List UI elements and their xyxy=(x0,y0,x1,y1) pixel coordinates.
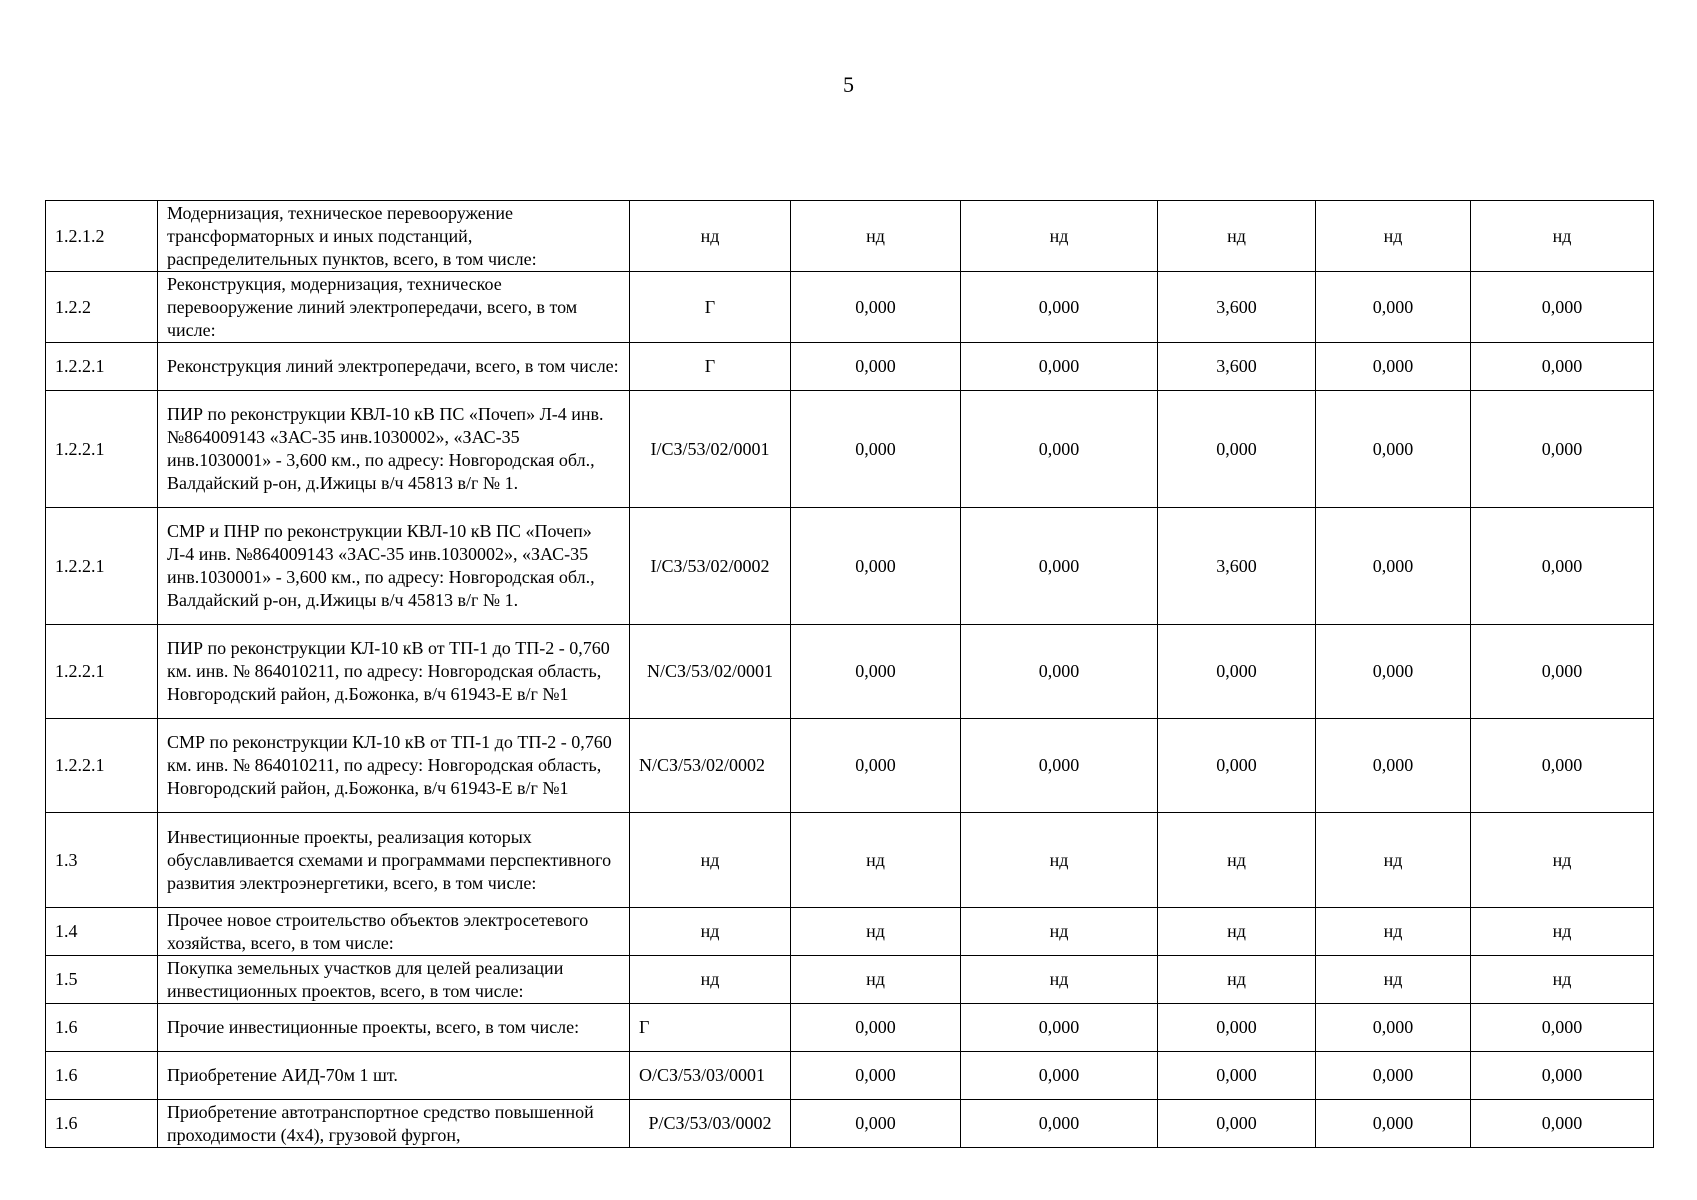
row-value-3: 0,000 xyxy=(1158,1004,1316,1052)
row-value-5: 0,000 xyxy=(1471,1004,1654,1052)
row-value-1: 0,000 xyxy=(791,1004,961,1052)
row-value-1: 0,000 xyxy=(791,1052,961,1100)
table-row xyxy=(46,343,1654,391)
row-value-5: нд xyxy=(1471,956,1654,1004)
row-value-5: 0,000 xyxy=(1471,1052,1654,1100)
row-value-4: 0,000 xyxy=(1316,508,1471,625)
row-value-3: 0,000 xyxy=(1158,719,1316,813)
row-value-4: 0,000 xyxy=(1316,1004,1471,1052)
row-value-3: нд xyxy=(1158,201,1316,272)
row-value-2: 0,000 xyxy=(961,719,1158,813)
table-row xyxy=(46,508,1654,625)
row-number: 1.6 xyxy=(46,1052,158,1100)
row-name: СМР по реконструкции КЛ-10 кВ от ТП-1 до ТП-2 - 0,760 км. инв. № 864010211, по адресу: Новгородская область, Новгородский район, д.Божонка, в/ч 61943-Е в/г №1 xyxy=(158,719,630,813)
row-value-4: 0,000 xyxy=(1316,625,1471,719)
row-value-5: 0,000 xyxy=(1471,1100,1654,1148)
row-code: I/СЗ/53/02/0001 xyxy=(630,391,791,508)
row-value-3: 3,600 xyxy=(1158,508,1316,625)
row-value-1: нд xyxy=(791,201,961,272)
row-value-2: 0,000 xyxy=(961,1052,1158,1100)
investment-program-table xyxy=(45,200,1654,1148)
table-row xyxy=(46,391,1654,508)
row-number: 1.6 xyxy=(46,1004,158,1052)
table-row xyxy=(46,908,1654,956)
row-value-3: 0,000 xyxy=(1158,391,1316,508)
row-number: 1.2.2.1 xyxy=(46,625,158,719)
row-value-1: 0,000 xyxy=(791,343,961,391)
row-code: Г xyxy=(630,272,791,343)
row-value-2: нд xyxy=(961,201,1158,272)
row-value-4: 0,000 xyxy=(1316,1100,1471,1148)
row-value-1: нд xyxy=(791,908,961,956)
row-name: Приобретение АИД-70м 1 шт. xyxy=(158,1052,630,1100)
row-number: 1.5 xyxy=(46,956,158,1004)
row-value-5: нд xyxy=(1471,201,1654,272)
row-value-1: 0,000 xyxy=(791,508,961,625)
row-value-2: нд xyxy=(961,908,1158,956)
row-value-5: 0,000 xyxy=(1471,343,1654,391)
row-value-1: 0,000 xyxy=(791,272,961,343)
row-number: 1.2.1.2 xyxy=(46,201,158,272)
row-code: нд xyxy=(630,908,791,956)
row-number: 1.2.2.1 xyxy=(46,719,158,813)
table-row xyxy=(46,201,1654,272)
row-number: 1.3 xyxy=(46,813,158,908)
row-value-2: 0,000 xyxy=(961,625,1158,719)
row-name: Модернизация, техническое перевооружение трансформаторных и иных подстанций, распределительных пунктов, всего, в том числе: xyxy=(158,201,630,272)
row-name: ПИР по реконструкции КЛ-10 кВ от ТП-1 до ТП-2 - 0,760 км. инв. № 864010211, по адресу: Новгородская область, Новгородский район, д.Божонка, в/ч 61943-Е в/г №1 xyxy=(158,625,630,719)
row-value-4: 0,000 xyxy=(1316,391,1471,508)
row-name: СМР и ПНР по реконструкции КВЛ-10 кВ ПС «Почеп» Л-4 инв. №864009143 «ЗАС-35 инв.1030002», «ЗАС-35 инв.1030001» - 3,600 км., по адресу: Новгородская обл., Валдайский р-он, д.Ижицы в/ч 45813 в/г № 1. xyxy=(158,508,630,625)
table-row xyxy=(46,1052,1654,1100)
row-code: I/СЗ/53/02/0002 xyxy=(630,508,791,625)
row-code: Г xyxy=(630,1004,791,1052)
row-name: ПИР по реконструкции КВЛ-10 кВ ПС «Почеп» Л-4 инв. №864009143 «ЗАС-35 инв.1030002», «ЗАС-35 инв.1030001» - 3,600 км., по адресу: Новгородская обл., Валдайский р-он, д.Ижицы в/ч 45813 в/г № 1. xyxy=(158,391,630,508)
page-number: 5 xyxy=(843,72,854,97)
row-value-5: 0,000 xyxy=(1471,719,1654,813)
row-value-3: нд xyxy=(1158,908,1316,956)
row-value-5: 0,000 xyxy=(1471,272,1654,343)
table-row xyxy=(46,1100,1654,1148)
row-value-5: нд xyxy=(1471,813,1654,908)
row-code: нд xyxy=(630,201,791,272)
row-value-2: нд xyxy=(961,813,1158,908)
row-value-4: 0,000 xyxy=(1316,343,1471,391)
row-value-3: 0,000 xyxy=(1158,1100,1316,1148)
row-number: 1.4 xyxy=(46,908,158,956)
row-value-3: 3,600 xyxy=(1158,272,1316,343)
row-value-5: нд xyxy=(1471,908,1654,956)
row-number: 1.2.2.1 xyxy=(46,508,158,625)
row-name: Прочее новое строительство объектов электросетевого хозяйства, всего, в том числе: xyxy=(158,908,630,956)
row-code: N/СЗ/53/02/0002 xyxy=(630,719,791,813)
row-value-2: нд xyxy=(961,956,1158,1004)
row-code: O/СЗ/53/03/0001 xyxy=(630,1052,791,1100)
row-value-1: 0,000 xyxy=(791,1100,961,1148)
row-name: Покупка земельных участков для целей реализации инвестиционных проектов, всего, в том числе: xyxy=(158,956,630,1004)
row-value-1: 0,000 xyxy=(791,719,961,813)
row-name: Приобретение автотранспортное средство повышенной проходимости (4х4), грузовой фургон, xyxy=(158,1100,630,1148)
row-value-2: 0,000 xyxy=(961,1100,1158,1148)
row-name: Реконструкция, модернизация, техническое перевооружение линий электропередачи, всего, в том числе: xyxy=(158,272,630,343)
row-value-4: нд xyxy=(1316,956,1471,1004)
row-value-2: 0,000 xyxy=(961,1004,1158,1052)
row-number: 1.2.2.1 xyxy=(46,391,158,508)
row-value-4: нд xyxy=(1316,813,1471,908)
row-value-1: 0,000 xyxy=(791,625,961,719)
row-value-2: 0,000 xyxy=(961,272,1158,343)
row-name: Реконструкция линий электропередачи, всего, в том числе: xyxy=(158,343,630,391)
row-value-3: нд xyxy=(1158,813,1316,908)
row-value-4: 0,000 xyxy=(1316,719,1471,813)
table-row xyxy=(46,272,1654,343)
row-code: P/СЗ/53/03/0002 xyxy=(630,1100,791,1148)
table-row xyxy=(46,956,1654,1004)
row-number: 1.2.2.1 xyxy=(46,343,158,391)
row-value-5: 0,000 xyxy=(1471,508,1654,625)
row-value-3: 0,000 xyxy=(1158,1052,1316,1100)
table-row xyxy=(46,625,1654,719)
row-value-5: 0,000 xyxy=(1471,391,1654,508)
row-value-3: 3,600 xyxy=(1158,343,1316,391)
row-code: нд xyxy=(630,813,791,908)
table-row xyxy=(46,813,1654,908)
row-value-2: 0,000 xyxy=(961,343,1158,391)
row-value-4: нд xyxy=(1316,908,1471,956)
row-code: Г xyxy=(630,343,791,391)
row-number: 1.6 xyxy=(46,1100,158,1148)
row-value-2: 0,000 xyxy=(961,391,1158,508)
row-value-5: 0,000 xyxy=(1471,625,1654,719)
row-value-4: 0,000 xyxy=(1316,272,1471,343)
row-value-1: нд xyxy=(791,813,961,908)
table-row xyxy=(46,1004,1654,1052)
row-name: Прочие инвестиционные проекты, всего, в том числе: xyxy=(158,1004,630,1052)
row-number: 1.2.2 xyxy=(46,272,158,343)
row-code: N/СЗ/53/02/0001 xyxy=(630,625,791,719)
row-value-4: 0,000 xyxy=(1316,1052,1471,1100)
row-value-3: 0,000 xyxy=(1158,625,1316,719)
row-value-1: 0,000 xyxy=(791,391,961,508)
row-name: Инвестиционные проекты, реализация которых обуславливается схемами и программами перспективного развития электроэнергетики, всего, в том числе: xyxy=(158,813,630,908)
row-value-1: нд xyxy=(791,956,961,1004)
row-value-3: нд xyxy=(1158,956,1316,1004)
table-row xyxy=(46,719,1654,813)
row-code: нд xyxy=(630,956,791,1004)
row-value-2: 0,000 xyxy=(961,508,1158,625)
row-value-4: нд xyxy=(1316,201,1471,272)
